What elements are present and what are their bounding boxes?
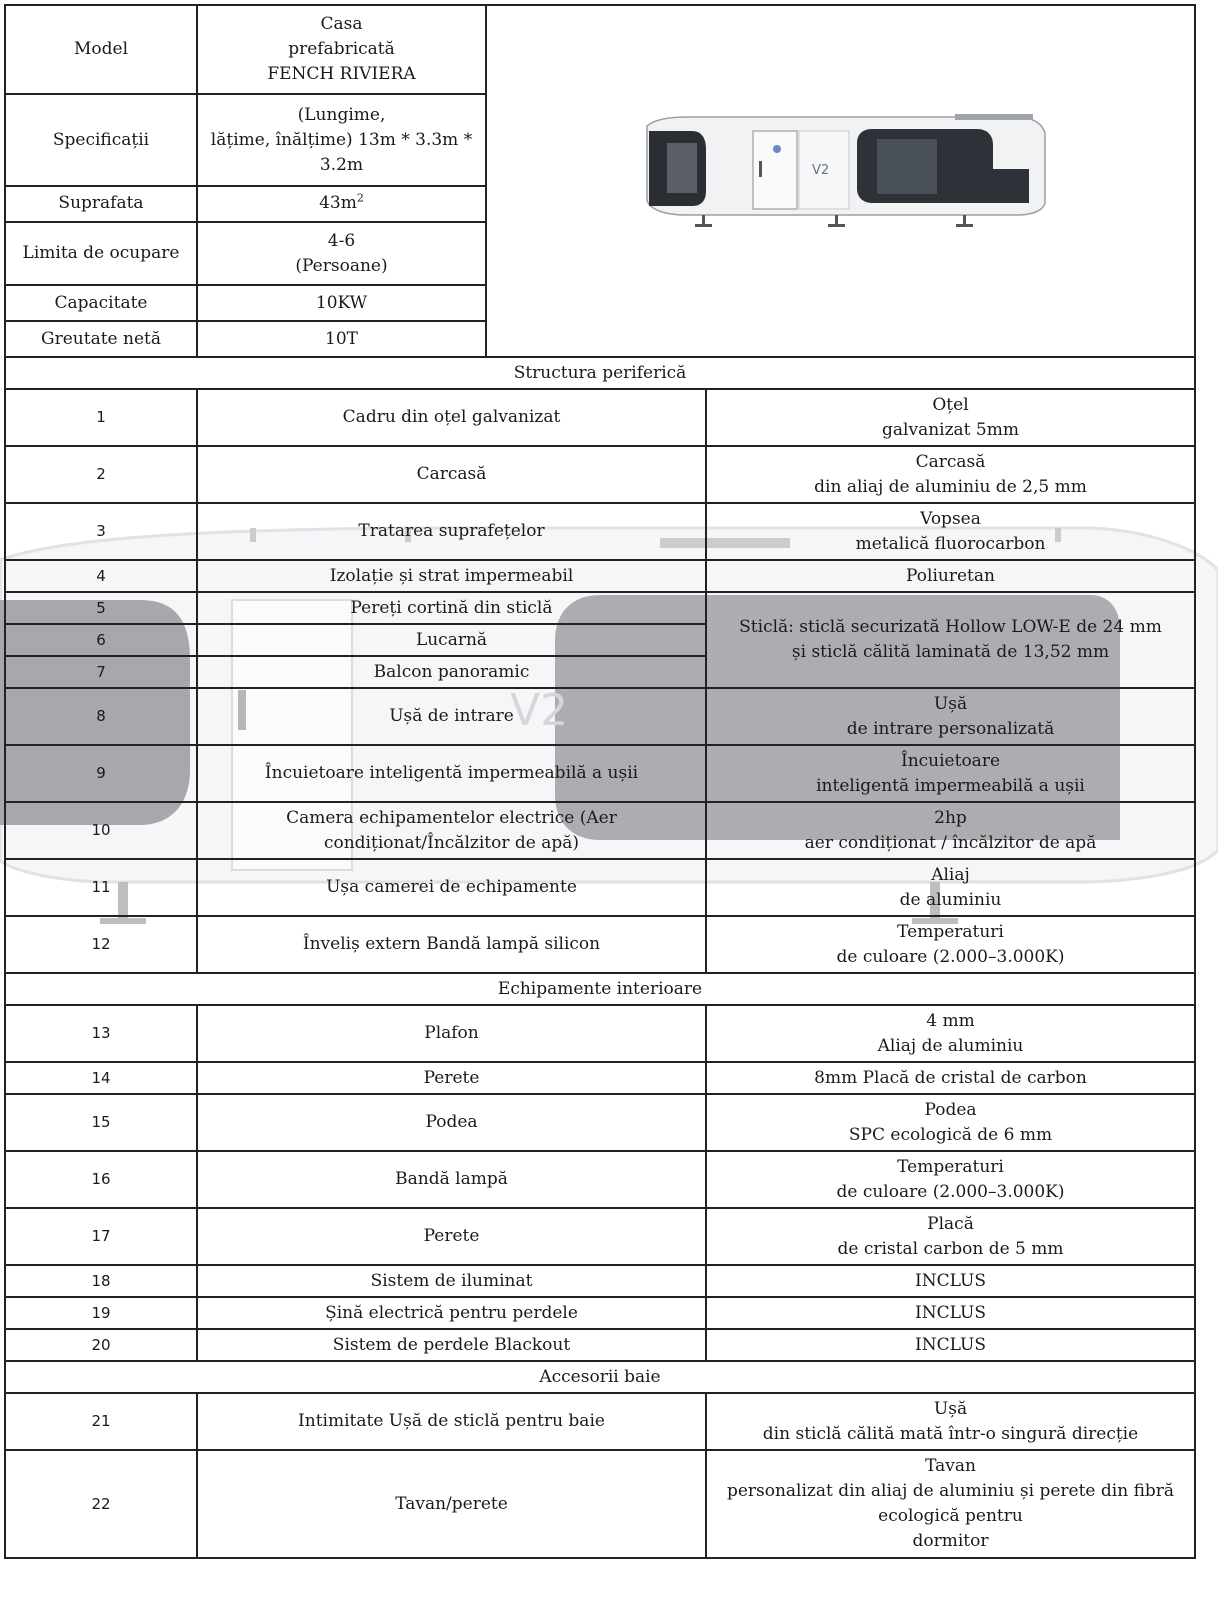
- item-spec: Temperaturi de culoare (2.000–3.000K): [706, 1151, 1195, 1208]
- header-label: Limita de ocupare: [5, 222, 197, 286]
- spec-row: [5, 1297, 1195, 1329]
- section-title: Structura periferică: [5, 357, 1195, 389]
- item-name: Șină electrică pentru perdele: [197, 1297, 706, 1329]
- item-name: Bandă lampă: [197, 1151, 706, 1208]
- spec-row: [5, 1393, 1195, 1450]
- item-spec: Carcasă din aliaj de aluminiu de 2,5 mm: [706, 446, 1195, 503]
- product-badge-text: V2: [812, 163, 830, 178]
- item-number: 8: [5, 688, 197, 745]
- spec-row: [5, 916, 1195, 973]
- item-name: Balcon panoramic: [197, 656, 706, 688]
- header-value: (Lungime, lățime, înălțime) 13m * 3.3m * 3.2m: [197, 94, 486, 186]
- item-number: 11: [5, 859, 197, 916]
- header-value: 10KW: [197, 285, 486, 321]
- item-spec: Sticlă: sticlă securizată Hollow LOW-E de 24 mm și sticlă călită laminată de 13,52 mm: [706, 592, 1195, 688]
- item-name: Podea: [197, 1094, 706, 1151]
- spec-row: [5, 1005, 1195, 1062]
- item-number: 14: [5, 1062, 197, 1094]
- item-number: 16: [5, 1151, 197, 1208]
- section-title: Accesorii baie: [5, 1361, 1195, 1393]
- item-number: 12: [5, 916, 197, 973]
- spec-row: [5, 802, 1195, 859]
- item-spec: Oțel galvanizat 5mm: [706, 389, 1195, 446]
- item-spec: INCLUS: [706, 1329, 1195, 1361]
- item-spec: Aliaj de aluminiu: [706, 859, 1195, 916]
- item-name: Ușa camerei de echipamente: [197, 859, 706, 916]
- header-value: 4-6 (Persoane): [197, 222, 486, 286]
- item-number: 15: [5, 1094, 197, 1151]
- header-label: Greutate netă: [5, 321, 197, 357]
- item-number: 1: [5, 389, 197, 446]
- header-row-model: [5, 5, 1195, 94]
- area-superscript: 2: [356, 191, 364, 205]
- item-number: 19: [5, 1297, 197, 1329]
- item-number: 10: [5, 802, 197, 859]
- header-value: 10T: [197, 321, 486, 357]
- item-name: Ușă de intrare: [197, 688, 706, 745]
- spec-row: [5, 592, 1195, 624]
- item-name: Încuietoare inteligentă impermeabilă a ușii: [197, 745, 706, 802]
- item-number: 13: [5, 1005, 197, 1062]
- item-number: 2: [5, 446, 197, 503]
- section-header-row: [5, 1361, 1195, 1393]
- header-label: Model: [5, 5, 197, 94]
- spec-row: [5, 1062, 1195, 1094]
- item-name: Camera echipamentelor electrice (Aer condiționat/Încălzitor de apă): [197, 802, 706, 859]
- item-name: Izolație și strat impermeabil: [197, 560, 706, 592]
- header-label: Specificații: [5, 94, 197, 186]
- item-number: 6: [5, 624, 197, 656]
- specification-table: [4, 4, 1196, 1559]
- item-number: 3: [5, 503, 197, 560]
- item-name: Intimitate Ușă de sticlă pentru baie: [197, 1393, 706, 1450]
- item-name: Perete: [197, 1208, 706, 1265]
- item-number: 21: [5, 1393, 197, 1450]
- capsule-house-image: [487, 31, 1187, 331]
- item-name: Cadru din oțel galvanizat: [197, 389, 706, 446]
- item-spec: 4 mm Aliaj de aluminiu: [706, 1005, 1195, 1062]
- spec-row: [5, 745, 1195, 802]
- item-name: Tavan/perete: [197, 1450, 706, 1558]
- item-number: 18: [5, 1265, 197, 1297]
- spec-row: [5, 446, 1195, 503]
- section-title: Echipamente interioare: [5, 973, 1195, 1005]
- item-name: Pereți cortină din sticlă: [197, 592, 706, 624]
- header-label: Suprafata: [5, 186, 197, 222]
- spec-row: [5, 1094, 1195, 1151]
- item-name: Lucarnă: [197, 624, 706, 656]
- item-number: 22: [5, 1450, 197, 1558]
- watermark-badge-text: V2: [510, 685, 569, 736]
- item-number: 17: [5, 1208, 197, 1265]
- spec-row: [5, 688, 1195, 745]
- item-spec: Vopsea metalică fluorocarbon: [706, 503, 1195, 560]
- item-spec: Tavan personalizat din aliaj de aluminiu și perete din fibră ecologică pentru dormitor: [706, 1450, 1195, 1558]
- spec-row: [5, 560, 1195, 592]
- item-name: Tratarea suprafețelor: [197, 503, 706, 560]
- item-spec: Temperaturi de culoare (2.000–3.000K): [706, 916, 1195, 973]
- item-name: Sistem de perdele Blackout: [197, 1329, 706, 1361]
- spec-row: [5, 1208, 1195, 1265]
- spec-row: [5, 859, 1195, 916]
- item-number: 7: [5, 656, 197, 688]
- item-spec: INCLUS: [706, 1297, 1195, 1329]
- section-header-row: [5, 357, 1195, 389]
- item-spec: Ușă din sticlă călită mată într-o singură direcție: [706, 1393, 1195, 1450]
- item-name: Înveliș extern Bandă lampă silicon: [197, 916, 706, 973]
- spec-row: [5, 1450, 1195, 1558]
- spec-row: [5, 389, 1195, 446]
- item-spec: INCLUS: [706, 1265, 1195, 1297]
- header-label: Capacitate: [5, 285, 197, 321]
- item-spec: Poliuretan: [706, 560, 1195, 592]
- product-image-cell: [486, 5, 1195, 357]
- spec-row: [5, 1329, 1195, 1361]
- item-number: 5: [5, 592, 197, 624]
- item-spec: Încuietoare inteligentă impermeabilă a ușii: [706, 745, 1195, 802]
- item-spec: Ușă de intrare personalizată: [706, 688, 1195, 745]
- item-number: 9: [5, 745, 197, 802]
- item-spec: 2hp aer condiționat / încălzitor de apă: [706, 802, 1195, 859]
- item-name: Perete: [197, 1062, 706, 1094]
- item-spec: Podea SPC ecologică de 6 mm: [706, 1094, 1195, 1151]
- spec-row: [5, 503, 1195, 560]
- item-spec: 8mm Placă de cristal de carbon: [706, 1062, 1195, 1094]
- area-value: 43m: [319, 193, 357, 214]
- item-name: Sistem de iluminat: [197, 1265, 706, 1297]
- item-name: Carcasă: [197, 446, 706, 503]
- header-value-area: [197, 186, 486, 222]
- item-spec: Placă de cristal carbon de 5 mm: [706, 1208, 1195, 1265]
- header-value: Casa prefabricată FENCH RIVIERA: [197, 5, 486, 94]
- item-number: 4: [5, 560, 197, 592]
- item-name: Plafon: [197, 1005, 706, 1062]
- spec-row: [5, 1151, 1195, 1208]
- spec-row: [5, 1265, 1195, 1297]
- section-header-row: [5, 973, 1195, 1005]
- item-number: 20: [5, 1329, 197, 1361]
